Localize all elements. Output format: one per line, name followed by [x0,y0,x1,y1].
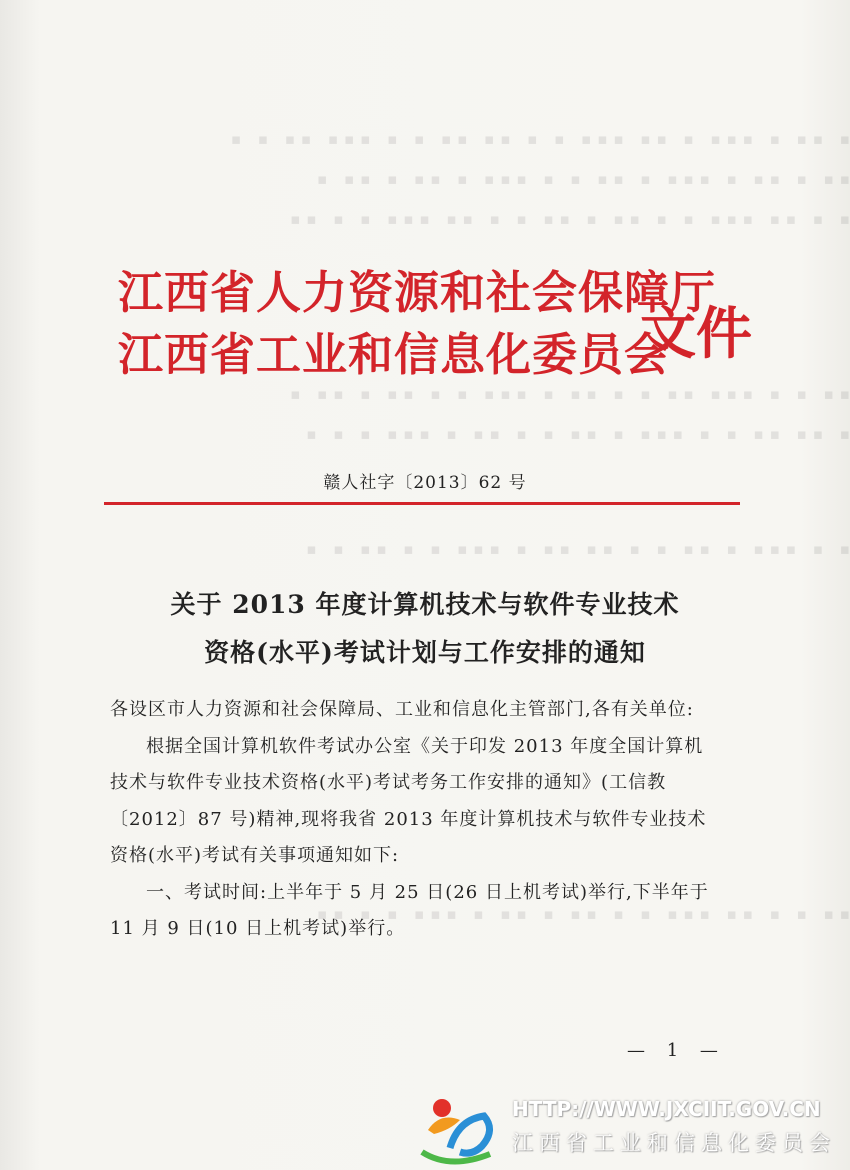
bleed-through-texture: ▪▪ ▪ ▪ ▪▪ ▪▪▪ ▪ ▪ ▪▪ ▪ ▪▪ ▪ ▪▪▪ ▪ ▪ ▪▪ [311,905,850,923]
body-paragraph: 一、考试时间:上半年于 5 月 25 日(26 日上机考试)举行,下半年于 11 月 9 日(10 日上机考试)举行。 [110,881,709,939]
watermark-site-name: 江西省工业和信息化委员会 [512,1131,836,1155]
document-number: 赣人社字〔2013〕62 号 [323,473,527,493]
document-body [110,692,722,948]
bleed-through-texture: ▪ ▪▪ ▪▪ ▪ ▪ ▪▪▪ ▪ ▪▪ ▪ ▪ ▪▪ ▪ ▪▪▪ ▪ ▪ ▪ [300,425,850,443]
title-line-2: 资格(水平)考试计划与工作安排的通知 [204,638,646,667]
site-logo-icon [420,1090,500,1165]
doc-type-label: 文件 [640,302,752,367]
page-number: — 1 — [627,1040,726,1061]
bleed-through-texture: ▪ ▪ ▪▪▪ ▪ ▪▪ ▪ ▪ ▪▪ ▪▪ ▪ ▪▪▪ ▪ ▪ ▪▪ ▪ ▪ [300,540,850,558]
salutation: 各设区市人力资源和社会保障局、工业和信息化主管部门,各有关单位: [110,699,694,720]
bleed-through-texture: ▪▪ ▪ ▪ ▪▪▪ ▪▪ ▪ ▪ ▪▪ ▪ ▪▪▪ ▪ ▪ ▪▪ ▪ ▪▪ ▪ [284,385,850,403]
issuer-line-1: 江西省人力资源和社会保障厅 [118,266,717,319]
title-line-1: 关于 2013 年度计算机技术与软件专业技术 [170,590,680,619]
issuer-block [118,262,716,386]
bleed-through-texture: ▪ ▪▪ ▪ ▪▪▪ ▪ ▪▪ ▪▪▪ ▪ ▪ ▪▪ ▪▪ ▪ ▪ ▪▪▪ ▪▪ ▪ ▪ [225,130,850,148]
issuer-line-2: 江西省工业和信息化委员会 [118,328,671,381]
bleed-through-texture: ▪ ▪ ▪▪ ▪▪▪ ▪ ▪ ▪▪ ▪ ▪▪ ▪ ▪ ▪▪ ▪▪▪ ▪ ▪ ▪▪ [284,210,850,228]
watermark-url: HTTP://WWW.JXCIIT.GOV.CN [512,1097,821,1121]
red-divider-line [104,502,740,505]
bleed-through-texture: ▪▪ ▪ ▪▪ ▪ ▪▪▪ ▪ ▪▪ ▪ ▪ ▪▪▪ ▪ ▪▪ ▪ ▪▪ ▪ [311,170,850,188]
document-title [0,581,850,677]
body-paragraph: 根据全国计算机软件考试办公室《关于印发 2013 年度全国计算机技术与软件专业技术资格(水平)考试考务工作安排的通知》(工信教〔2012〕87 号)精神,现将我省 2013 年度计算机技术与软件专业技术资格(水平)考试有关事项通知如下: [110,735,707,866]
